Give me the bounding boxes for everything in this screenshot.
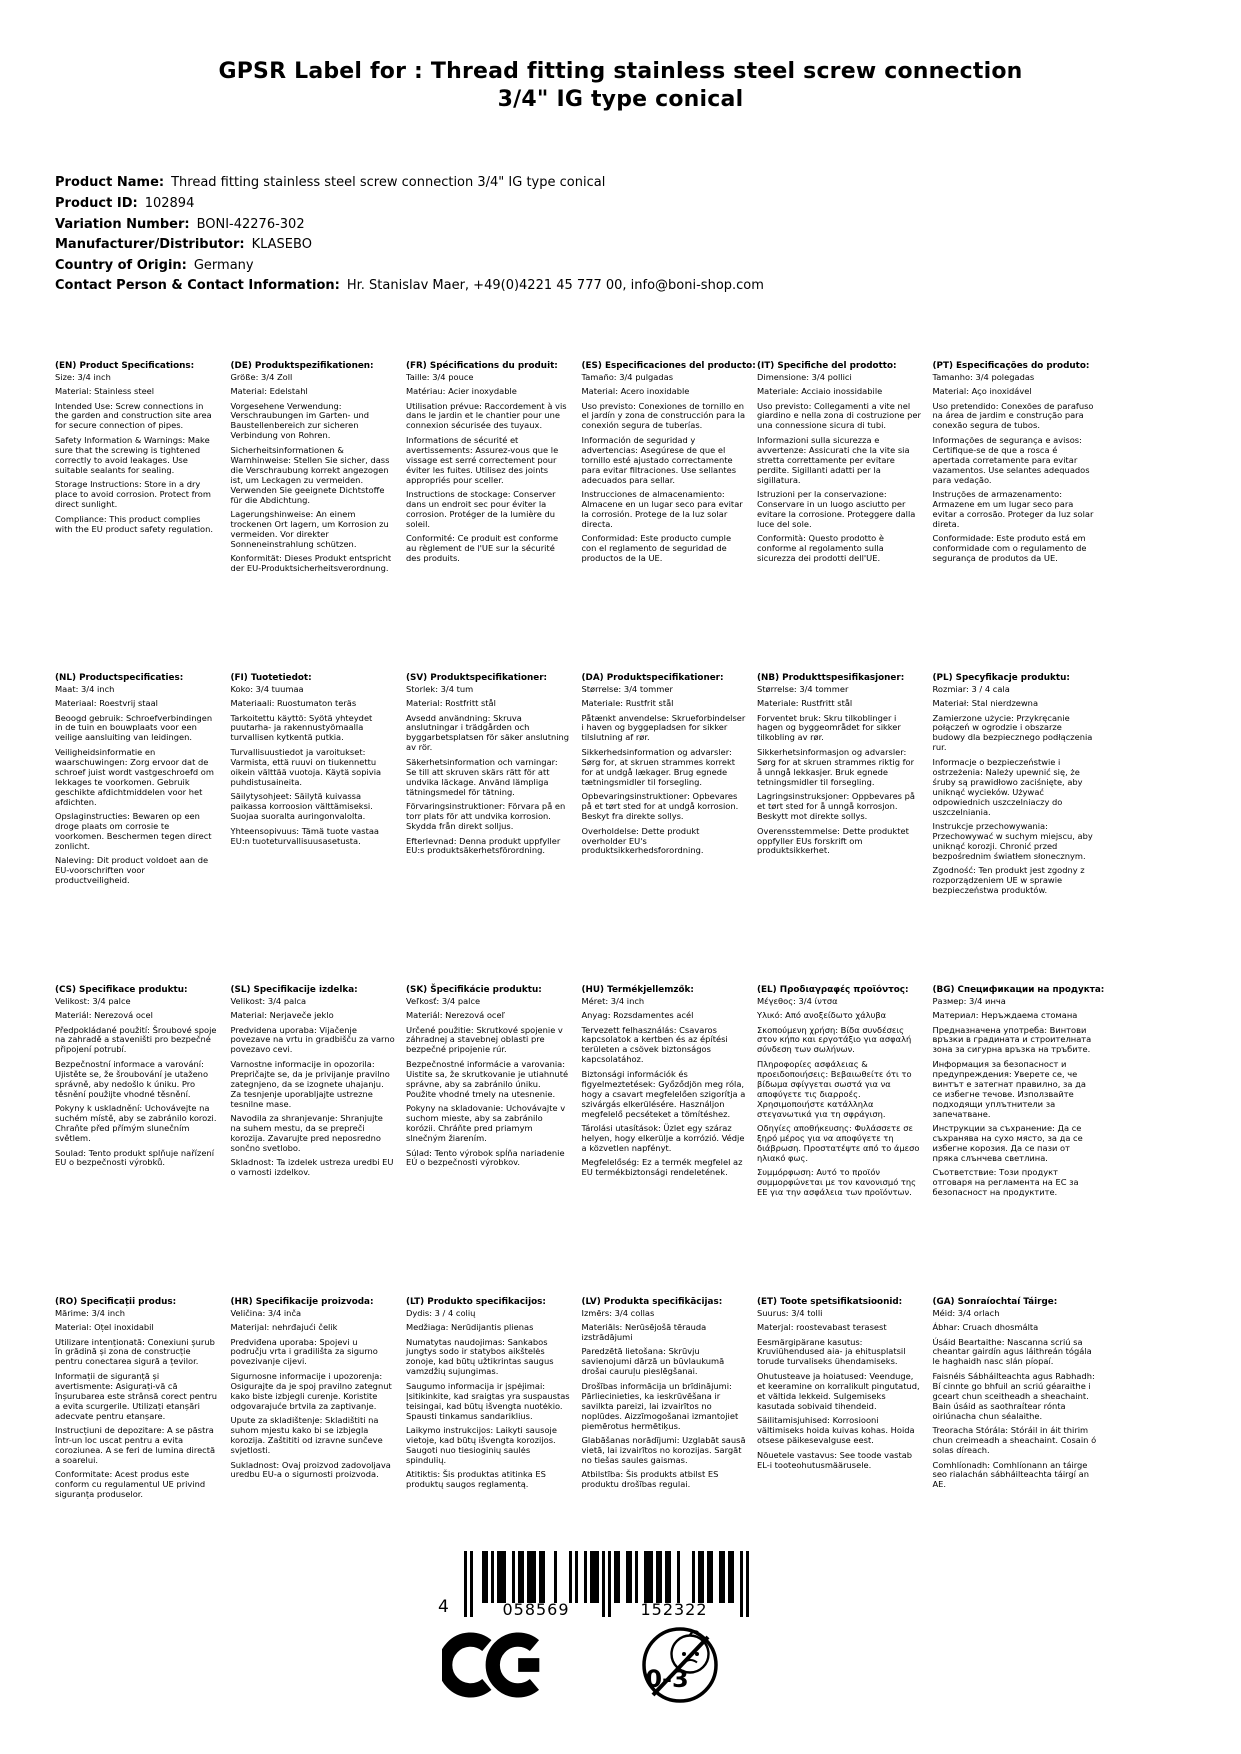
spec-paragraph: Navodila za shranjevanje: Shranjujte na suhem mestu, da se prepreči korozija. Zavarujte pred neposredno sončno svetlobo.: [230, 1113, 383, 1154]
spec-grid: [55, 360, 1105, 1505]
spec-paragraph: Méid: 3/4 orlach: [932, 1307, 1000, 1318]
ce-mark-icon: [442, 1632, 552, 1698]
spec-paragraph: Predviđena uporaba: Spojevi u području vrta i gradilišta za sigurno povezivanje cijevi.: [230, 1336, 378, 1367]
spec-block-el: [757, 985, 922, 1203]
spec-paragraph: Materiál: Nerezová oceľ: [406, 1010, 505, 1021]
spec-paragraph: Tervezett felhasználás: Csavaros kapcsolatok a kertben és az építési területen a csövek biztonságos kapcsolatához.: [581, 1024, 728, 1065]
spec-paragraph: Uso previsto: Conexiones de tornillo en el jardín y zona de construcción para la conexión segura de tuberías.: [581, 400, 746, 431]
spec-paragraph: Nõuetele vastavus: See toode vastab EL-i tooteohutusmäärusele.: [757, 1449, 913, 1470]
spec-paragraph: Koko: 3/4 tuumaa: [230, 683, 304, 694]
spec-block-fi: [231, 673, 396, 851]
spec-paragraph: Opbevaringsinstruktioner: Opbevares på et tørt sted for at undgå korrosion. Beskyt fra direkte sollys.: [581, 791, 739, 822]
spec-paragraph: Opslaginstructies: Bewaren op een droge plaats om corrosie te voorkomen. Beschermen tegen direct zonlicht.: [55, 811, 212, 851]
spec-block-sk: [406, 985, 571, 1173]
spec-paragraph: Glabāšanas norādījumi: Uzglabāt sausā vietā, lai izvairītos no korozijas. Sargāt no tiešas saules gaismas.: [581, 1435, 746, 1466]
spec-paragraph: Overensstemmelse: Dette produktet oppfyller EUs forskrift om produktsikkerhet.: [757, 825, 909, 856]
spec-paragraph: Informacje o bezpieczeństwie i ostrzeżenia: Należy upewnić się, że śruby są prawidłowo zaciśnięte, aby uniknąć wycieków. Używać odpowiednich uszczelniaczy do uszczelniania.: [932, 756, 1083, 817]
spec-paragraph: Pokyny k uskladnění: Uchovávejte na suchém místě, aby se zabránilo korozi. Chraňte před přímým slunečním světlem.: [55, 1103, 217, 1144]
spec-paragraph: Säkerhetsinformation och varningar: Se till att skruven skärs rätt för att undvika läckage. Använd lämpliga tätningsmedel för tätning.: [406, 756, 558, 797]
spec-paragraph: Material: Nerjaveče jeklo: [230, 1010, 334, 1021]
spec-paragraph: Material: Oțel inoxidabil: [55, 1322, 154, 1333]
spec-paragraph: Určené použitie: Skrutkové spojenie v záhradnej a stavebnej oblasti pre bezpečné pripojenie rúr.: [406, 1024, 563, 1055]
spec-block-pl: [933, 673, 1098, 901]
spec-block-heading: (PL) Specyfikacje produktu:: [932, 672, 1070, 683]
info-value: 102894: [144, 195, 195, 211]
spec-paragraph: Konformität: Dieses Produkt entspricht der EU-Produktsicherheitsverordnung.: [230, 553, 392, 574]
spec-paragraph: Size: 3/4 inch: [55, 371, 111, 382]
spec-paragraph: Materiál: Nerezová ocel: [55, 1010, 153, 1021]
spec-paragraph: Safety Information & Warnings: Make sure that the screwing is tightened correctly to avoid leakages. Use suitable sealants for sealing.: [55, 434, 210, 475]
spec-paragraph: Οδηγίες αποθήκευσης: Φυλάσσετε σε ξηρό μέρος για να αποφύγετε τη διάβρωση. Προστατέψτε από το άμεσο ηλιακό φως.: [757, 1123, 920, 1163]
spec-block-heading: (LV) Produkta specifikācijas:: [581, 1296, 723, 1307]
spec-paragraph: Инструкции за съхранение: Да се съхранява на сухо място, за да се избегне корозия. Да се пази от пряка слънчева светлина.: [932, 1123, 1083, 1163]
info-value: Hr. Stanislav Maer, +49(0)4221 45 777 00, info@boni-shop.com: [346, 278, 764, 294]
ean-barcode: [438, 1551, 749, 1619]
spec-paragraph: Σκοπούμενη χρήση: Βίδα συνδέσεις στον κήπο και εργοτάξιο για ασφαλή σύνδεση των σωλήνων.: [757, 1024, 912, 1055]
spec-paragraph: Instrukcje przechowywania: Przechowywać w suchym miejscu, aby uniknąć korozji. Chronić przed bezpośrednim światłem słonecznym.: [932, 821, 1093, 861]
spec-paragraph: Størrelse: 3/4 tommer: [581, 683, 673, 694]
spec-paragraph: Informations de sécurité et avertissements: Assurez-vous que le vissage est serré correctement pour éviter les fuites. Utilisez des joints appropriés pour sceller.: [406, 434, 559, 485]
spec-block-et: [757, 1297, 922, 1475]
spec-paragraph: Drošības informācija un brīdinājumi: Pārliecinieties, ka ieskrūvēšana ir savilkta pareizi, lai izvairītos no noplūdes. Aizzīmogošanai izmantojiet piemērotus hermētiķus.: [581, 1380, 739, 1431]
spec-paragraph: Bezpečnostné informácie a varovania: Uistite sa, že skrutkovanie je utiahnuté správne, aby sa zabránilo úniku. Použite vhodné tmely na utesnenie.: [406, 1058, 569, 1099]
spec-block-heading: (SV) Produktspecifikationer:: [406, 672, 548, 683]
spec-block-sl: [231, 985, 396, 1183]
spec-block-nb: [757, 673, 922, 861]
spec-paragraph: Laikymo instrukcijos: Laikyti sausoje vietoje, kad būtų išvengta korozijos. Saugoti nuo tiesioginių saulės spindulių.: [406, 1425, 557, 1466]
page-title-line2: 3/4" IG type conical: [497, 86, 744, 112]
spec-paragraph: Material: Acero inoxidable: [581, 386, 690, 397]
spec-paragraph: Sigurnosne informacije i upozorenja: Osigurajte da je spoj pravilno zategnut kako biste izbjegli curenje. Koristite odgovarajuće brtvila za zaptivanje.: [230, 1370, 392, 1411]
spec-paragraph: Tarkoitettu käyttö: Syötä yhteydet puutarha- ja rakennustyömaalla turvallisen kytkentä putkia.: [230, 712, 373, 743]
product-info-row: [55, 173, 1186, 194]
spec-paragraph: Påtænkt anvendelse: Skrueforbindelser i haven og byggepladsen for sikker tilslutning af rør.: [581, 712, 746, 743]
spec-block-heading: (ET) Toote spetsifikatsioonid:: [757, 1296, 903, 1307]
spec-paragraph: Conformidad: Este producto cumple con el reglamento de seguridad de productos de la UE.: [581, 533, 732, 564]
info-label: Product ID:: [55, 195, 138, 211]
spec-block-heading: (PT) Especificações do produto:: [932, 360, 1090, 371]
spec-paragraph: Materiāls: Nerūsējošā tērauda izstrādājumi: [581, 1322, 707, 1343]
spec-paragraph: Materiaal: Roestvrij staal: [55, 698, 158, 709]
product-info-row: [55, 256, 1186, 277]
spec-paragraph: Upute za skladištenje: Skladištiti na suhom mjestu kako bi se izbjegla korozija. Zaštititi od izravne sunčeve svjetlosti.: [230, 1415, 383, 1456]
spec-block-da: [582, 673, 747, 861]
product-info-row: [55, 194, 1186, 215]
spec-block-lt: [406, 1297, 571, 1495]
spec-paragraph: Suurus: 3/4 tolli: [757, 1307, 823, 1318]
spec-paragraph: Информация за безопасност и предупреждения: Уверете се, че винтът е затегнат правилно, за да се избегне течове. Използвайте подходящи уплътнители за запечатване.: [932, 1058, 1086, 1119]
spec-block-heading: (SK) Špecifikácie produktu:: [406, 984, 542, 995]
spec-paragraph: Faisnéis Sábháilteachta agus Rabhadh: Bí cinnte go bhfuil an scriú géaraithe i gceart chun sceitheadh a sheachaint. Bain úsáid as saothraítear rónta oiriúnacha chun séalaithe.: [932, 1370, 1095, 1421]
spec-paragraph: Sikkerhedsinformation og advarsler: Sørg for, at skruen strammes korrekt for at undgå lækager. Brug egnede tætningsmidler til forsegling.: [581, 746, 736, 787]
info-value: Thread fitting stainless steel screw connection 3/4" IG type conical: [171, 175, 606, 191]
spec-paragraph: Utilizare intenționată: Conexiuni șurub în grădină și zona de construcție pentru conectarea sigură a țevilor.: [55, 1336, 215, 1367]
spec-paragraph: Ohutusteave ja hoiatused: Veenduge, et keeramine on korralikult pingutatud, et vältida lekkeid. Sulgemiseks kasutada sobivaid tihendeid.: [757, 1370, 920, 1411]
spec-paragraph: Säilytysohjeet: Säilytä kuivassa paikassa korroosion välttämiseksi. Suojaa suoralta auringonvalolta.: [230, 791, 373, 822]
spec-paragraph: Materiał: Stal nierdzewna: [932, 698, 1039, 709]
spec-block-heading: (ES) Especificaciones del producto:: [581, 360, 756, 371]
spec-paragraph: Forventet bruk: Skru tilkoblinger i hagen og byggeområdet for sikker tilkobling av rør.: [757, 712, 901, 743]
spec-paragraph: Matériau: Acier inoxydable: [406, 386, 517, 397]
spec-paragraph: Soulad: Tento produkt splňuje nařízení EU o bezpečnosti výrobků.: [55, 1147, 215, 1168]
conformity-marks: [442, 1625, 720, 1705]
spec-block-heading: (LT) Produkto specifikacijos:: [406, 1296, 546, 1307]
spec-paragraph: Velikost: 3/4 palce: [55, 995, 131, 1006]
spec-paragraph: Beoogd gebruik: Schroefverbindingen in de tuin en bouwplaats voor een veilige aansluiting van leidingen.: [55, 712, 213, 743]
spec-paragraph: Conformité: Ce produit est conforme au règlement de l'UE sur la sécurité des produits.: [406, 533, 559, 564]
spec-paragraph: Saugumo informacija ir įspėjimai: Įsitikinkite, kad sraigtas yra suspaustas teisingai, kad būtų išvengta nuotėkio. Spausti tinkamus sandariklius.: [406, 1380, 570, 1421]
spec-paragraph: Material: Edelstahl: [230, 386, 308, 397]
spec-block-heading: (IT) Specifiche del prodotto:: [757, 360, 897, 371]
spec-paragraph: Maat: 3/4 inch: [55, 683, 115, 694]
spec-block-heading: (EN) Product Specifications:: [55, 360, 195, 371]
spec-paragraph: Zamierzone użycie: Przykręcanie połączeń w ogrodzie i obszarze budowy dla bezpiecznego podłączenia rur.: [932, 712, 1093, 753]
spec-paragraph: Съответствие: Този продукт отговаря на регламента на ЕС за безопасност на продуктите.: [932, 1167, 1079, 1198]
spec-block-heading: (FR) Spécifications du produit:: [406, 360, 558, 371]
spec-block-de: [231, 361, 396, 579]
spec-paragraph: Medžiaga: Nerūdijantis plienas: [406, 1322, 534, 1333]
spec-paragraph: Comhlíonadh: Comhlíonann an táirge seo rialachán sábháilteachta táirgí an AE.: [932, 1459, 1089, 1490]
product-info-row: [55, 215, 1186, 236]
spec-paragraph: Numatytas naudojimas: Sankabos jungtys sodo ir statybos aikštelės zonoje, kad būtų užtikrintas saugus vamzdžių sujungimas.: [406, 1336, 554, 1377]
product-info-row: [55, 276, 1186, 297]
info-label: Contact Person & Contact Information:: [55, 278, 340, 294]
barcode-group2: 152322: [640, 1599, 708, 1619]
spec-paragraph: Storage Instructions: Store in a dry place to avoid corrosion. Protect from direct sunlight.: [55, 479, 211, 510]
spec-block-heading: (GA) Sonraíochtaí Táirge:: [932, 1296, 1058, 1307]
spec-paragraph: Ábhar: Cruach dhosmálta: [932, 1322, 1039, 1333]
spec-block-bg: [932, 984, 1105, 1203]
spec-paragraph: Súlad: Tento výrobok spĺňa nariadenie EÚ o bezpečnosti výrobkov.: [406, 1147, 565, 1168]
spec-paragraph: Skladnost: Ta izdelek ustreza uredbi EU o varnosti izdelkov.: [230, 1157, 394, 1178]
spec-block-it: [757, 361, 922, 569]
spec-paragraph: Sicherheitsinformationen & Warnhinweise: Stellen Sie sicher, dass die Verschraubung korrekt angezogen ist, um Leckagen zu vermeiden. Verwenden Sie geeignete Dichtstoffe für die Abdichtung.: [230, 444, 390, 505]
spec-paragraph: Material: Rostfritt stål: [406, 698, 496, 709]
info-label: Manufacturer/Distributor:: [55, 237, 245, 253]
spec-paragraph: Pokyny na skladovanie: Uchovávajte v suchom mieste, aby sa zabránilo korózii. Chráňte pred priamym slnečným žiarením.: [406, 1103, 566, 1144]
spec-block-heading: (HU) Termékjellemzők:: [581, 984, 694, 995]
spec-paragraph: Tárolási utasítások: Üzlet egy száraz helyen, hogy elkerülje a korrózió. Védje a közvetlen napfényt.: [581, 1123, 745, 1154]
spec-block-heading: (FI) Tuotetiedot:: [230, 672, 312, 683]
spec-block-pt: [933, 361, 1098, 569]
spec-paragraph: Veľkosť: 3/4 palce: [406, 995, 481, 1006]
spec-paragraph: Instructions de stockage: Conserver dans un endroit sec pour éviter la corrosion. Protéger de la lumière du soleil.: [406, 489, 556, 530]
spec-block-heading: (BG) Спецификации на продукта:: [932, 984, 1105, 995]
spec-paragraph: Förvaringsinstruktioner: Förvara på en torr plats för att undvika korrosion. Skydda från direkt solljus.: [406, 801, 566, 832]
spec-paragraph: Instrucciones de almacenamiento: Almacene en un lugar seco para evitar la corrosión. Protege de la luz solar directa.: [581, 489, 743, 530]
spec-paragraph: Informações de segurança e avisos: Certifique-se de que a rosca é apertada corretamente para evitar vazamentos. Use selantes adequados para vedação.: [932, 434, 1090, 485]
spec-paragraph: Material: Stainless steel: [55, 386, 155, 397]
info-label: Country of Origin:: [55, 257, 187, 273]
spec-paragraph: Informazioni sulla sicurezza e avvertenze: Assicurati che la vite sia stretta correttamente per evitare perdite. Sigillanti adatti per la sigillatura.: [757, 434, 910, 485]
spec-paragraph: Uso pretendido: Conexões de parafuso na área de jardim e construção para conexão segura de tubos.: [932, 400, 1094, 431]
spec-paragraph: Materiale: Acciaio inossidabile: [757, 386, 883, 397]
spec-paragraph: Utilisation prévue: Raccordement à vis dans le jardin et le chantier pour une connexion sécurisée des tuyaux.: [406, 400, 567, 431]
spec-paragraph: Dimensione: 3/4 pollici: [757, 371, 852, 382]
spec-block-heading: (DE) Produktspezifikationen:: [230, 360, 374, 371]
info-value: KLASEBO: [251, 237, 312, 253]
spec-paragraph: Lagerungshinweise: An einem trockenen Ort lagern, um Korrosion zu vermeiden. Vor direkter Sonneneinstrahlung schützen.: [230, 509, 389, 549]
spec-paragraph: Predvidena uporaba: Vijačenje povezave na vrtu in gradbišču za varno povezavo cevi.: [230, 1024, 395, 1055]
spec-block-heading: (NB) Produkttspesifikasjoner:: [757, 672, 905, 683]
spec-paragraph: Veiligheidsinformatie en waarschuwingen: Zorg ervoor dat de schroef juist wordt vastgeschroefd om lekkages te voorkomen. Gebruik geschikte afdichtmiddelen voor het afdichten.: [55, 746, 214, 807]
spec-paragraph: Materiale: Rustfrit stål: [581, 698, 674, 709]
spec-paragraph: Istruzioni per la conservazione: Conservare in un luogo asciutto per evitare la corrosione. Proteggere dalla luce del sole.: [757, 489, 916, 530]
age-warning-label: 0-3: [644, 1664, 689, 1693]
spec-paragraph: Zgodność: Ten produkt jest zgodny z rozporządzeniem UE w sprawie bezpieczeństwa produktów.: [932, 865, 1085, 896]
barcode-section: [55, 1551, 1186, 1705]
spec-paragraph: Materijal: nehrđajući čelik: [230, 1322, 338, 1333]
spec-paragraph: Naleving: Dit product voldoet aan de EU-voorschriften voor productveiligheid.: [55, 855, 209, 886]
spec-paragraph: Størrelse: 3/4 tommer: [757, 683, 849, 694]
spec-paragraph: Úsáid Beartaithe: Nascanna scriú sa cheantar gairdín agus láithreán tógála le haghaidh nasc slán píopaí.: [932, 1336, 1092, 1367]
spec-block-cs: [55, 985, 220, 1173]
spec-paragraph: Συμμόρφωση: Αυτό το προϊόν συμμορφώνεται με τον κανονισμό της ΕΕ για την ασφάλεια των προϊόντων.: [757, 1167, 917, 1198]
product-info: [55, 173, 1186, 296]
info-label: Product Name:: [55, 175, 165, 191]
spec-paragraph: Instrucțiuni de depozitare: A se păstra într-un loc uscat pentru a evita coroziunea. A se feri de lumina directă a soarelui.: [55, 1425, 216, 1466]
spec-paragraph: Megfelelőség: Ez a termék megfelel az EU termékbiztonsági rendeletének.: [581, 1157, 743, 1178]
spec-paragraph: Uso previsto: Collegamenti a vite nel giardino e nella zona di costruzione per una connessione sicura di tubi.: [757, 400, 921, 431]
page-title-line1: GPSR Label for : Thread fitting stainless steel screw connection: [218, 59, 1023, 84]
spec-paragraph: Mărime: 3/4 inch: [55, 1307, 125, 1318]
spec-block-heading: (EL) Προδιαγραφές προϊόντος:: [757, 984, 909, 995]
spec-block-fr: [406, 361, 571, 569]
spec-paragraph: Paredzētā lietošana: Skrūvju savienojumi dārzā un būvlaukumā drošai cauruļu pieslēgšanai.: [581, 1346, 725, 1377]
spec-paragraph: Υλικό: Από ανοξείδωτο χάλυβα: [757, 1010, 887, 1021]
spec-paragraph: Veličina: 3/4 inča: [230, 1307, 302, 1318]
spec-block-heading: (RO) Specificații produs:: [55, 1296, 177, 1307]
info-value: BONI-42276-302: [196, 216, 305, 232]
spec-paragraph: Πληροφορίες ασφάλειας & προειδοποιήσεις: Βεβαιωθείτε ότι το βίδωμα σφίγγεται σωστά για να αποφύγετε τις διαρροές. Χρησιμοποιήστε κατάλληλα στεγανωτικά για τη σφράγιση.: [757, 1058, 912, 1119]
spec-paragraph: Varnostne informacije in opozorila: Prepričajte se, da je privijanje pravilno zategnjeno, da se izognete uhajanju. Za tesnjenje uporabljajte ustrezne tesnilne mase.: [230, 1058, 390, 1109]
spec-paragraph: Taille: 3/4 pouce: [406, 371, 474, 382]
spec-paragraph: Sikkerhetsinformasjon og advarsler: Sørg for at skruen strammes riktig for å unngå lekkasjer. Bruk egnede tetningsmidler til forsegling.: [757, 746, 915, 787]
spec-paragraph: Conformità: Questo prodotto è conforme al regolamento sulla sicurezza dei prodotti dell'UE.: [757, 533, 884, 564]
spec-block-heading: (HR) Specifikacije proizvoda:: [230, 1296, 374, 1307]
spec-paragraph: Conformitate: Acest produs este conform cu regulamentul UE privind siguranța produselor.: [55, 1469, 206, 1500]
spec-paragraph: Biztonsági információk és figyelmeztetések: Győződjön meg róla, hogy a csavart megfelelően szigorítja a szivárgás elkerülésére. Használjon megfelelő pecséteket a tömítéshez.: [581, 1068, 746, 1119]
spec-paragraph: Předpokládané použití: Šroubové spoje na zahradě a staveništi pro bezpečné připojení potrubí.: [55, 1024, 217, 1055]
spec-block-sv: [406, 673, 571, 861]
spec-block-en: [55, 361, 220, 539]
spec-paragraph: Yhteensopivuus: Tämä tuote vastaa EU:n tuoteturvallisuusasetusta.: [230, 825, 380, 846]
barcode-lead-digit: 4: [438, 1596, 449, 1617]
spec-paragraph: Eesmärgipärane kasutus: Kruviühendused aia- ja ehitusplatsil torude turvaliseks ühendamiseks.: [757, 1336, 906, 1367]
spec-paragraph: Материал: Неръждаема стомана: [932, 1010, 1078, 1021]
spec-paragraph: Anyag: Rozsdamentes acél: [581, 1010, 694, 1021]
page-title: [85, 58, 1156, 113]
spec-block-heading: (DA) Produktspecifikationer:: [581, 672, 724, 683]
spec-paragraph: Dydis: 3 / 4 colių: [406, 1307, 476, 1318]
spec-block-es: [581, 360, 756, 569]
spec-paragraph: Sukladnost: Ovaj proizvod zadovoljava uredbu EU-a o sigurnosti proizvoda.: [230, 1459, 391, 1480]
spec-paragraph: Avsedd användning: Skruva anslutningar i trädgården och byggarbetsplatsen för säker anslutning av rör.: [406, 712, 570, 753]
spec-block-hr: [231, 1297, 396, 1485]
product-info-row: [55, 235, 1186, 256]
spec-block-heading: (NL) Productspecificaties:: [55, 672, 184, 683]
spec-paragraph: Turvallisuustiedot ja varoitukset: Varmista, että ruuvi on tiukennettu oikein välttää vuotoja. Käytä sopivia puhdistusaineita.: [230, 746, 382, 787]
spec-paragraph: Vorgesehene Verwendung: Verschraubungen im Garten- und Baustellenbereich zur sicheren Verbindung von Rohren.: [230, 400, 369, 441]
spec-paragraph: Предназначена употреба: Винтови връзки в градината и строителната зона за сигурна връзка на тръбите.: [932, 1024, 1092, 1055]
info-label: Variation Number:: [55, 216, 190, 232]
spec-paragraph: Informații de siguranță și avertismente: Asigurați-vă că înșurubarea este strânsă corect pentru a evita scurgerile. Utilizați etanșări adecvate pentru etanșare.: [55, 1370, 217, 1421]
spec-paragraph: Tamanho: 3/4 polegadas: [932, 371, 1035, 382]
spec-paragraph: Rozmiar: 3 / 4 cala: [932, 683, 1010, 694]
spec-paragraph: Conformidade: Este produto está em conformidade com o regulamento de segurança de produtos da UE.: [932, 533, 1087, 564]
spec-block-ga: [933, 1297, 1098, 1495]
age-warning-0-3-icon: [640, 1625, 720, 1705]
spec-paragraph: Izmērs: 3/4 collas: [581, 1307, 655, 1318]
spec-paragraph: Compliance: This product complies with the EU product safety regulation.: [55, 513, 214, 534]
spec-paragraph: Instruções de armazenamento: Armazene em um lugar seco para evitar a corrosão. Proteger da luz solar direta.: [932, 489, 1094, 530]
spec-paragraph: Atbilstība: Šis produkts atbilst ES produktu drošības regulai.: [581, 1469, 719, 1490]
spec-paragraph: Méret: 3/4 inch: [581, 995, 645, 1006]
spec-paragraph: Treoracha Stórála: Stóráil in áit thirim chun creimeadh a sheachaint. Cosain ó solas díreach.: [932, 1425, 1097, 1456]
spec-paragraph: Materjal: roostevabast terasest: [757, 1322, 887, 1333]
spec-block-lv: [582, 1297, 747, 1495]
spec-paragraph: Material: Aço inoxidável: [932, 386, 1032, 397]
spec-paragraph: Atitiktis: Šis produktas atitinka ES produktų saugos reglamentą.: [406, 1469, 546, 1490]
spec-paragraph: Säilitamisjuhised: Korrosiooni vältimiseks hoida kuivas kohas. Hoida otsese päikesevalguse eest.: [757, 1415, 915, 1446]
spec-paragraph: Materiaali: Ruostumaton teräs: [230, 698, 357, 709]
spec-paragraph: Размер: 3/4 инча: [932, 995, 1006, 1006]
spec-paragraph: Tamaño: 3/4 pulgadas: [581, 371, 674, 382]
spec-paragraph: Storlek: 3/4 tum: [406, 683, 474, 694]
spec-paragraph: Lagringsinstruksjoner: Oppbevares på et tørt sted for å unngå korrosjon. Beskytt mot direkte sollys.: [757, 791, 915, 822]
spec-block-hu: [582, 985, 747, 1183]
spec-paragraph: Información de seguridad y advertencias: Asegúrese de que el tornillo esté ajustado correctamente para evitar filtraciones. Use sellantes adecuados para sellar.: [581, 434, 737, 485]
spec-paragraph: Μέγεθος: 3/4 ίντσα: [757, 995, 838, 1006]
spec-block-nl: [55, 673, 220, 891]
spec-paragraph: Intended Use: Screw connections in the garden and construction site area for secure connection of pipes.: [55, 400, 212, 431]
spec-paragraph: Overholdelse: Dette produkt overholder EU's produktsikkerhedsforordning.: [581, 825, 704, 856]
barcode-group1: 058569: [502, 1599, 570, 1619]
info-value: Germany: [193, 257, 254, 273]
spec-paragraph: Bezpečnostní informace a varování: Ujistěte se, že šroubování je utaženo správně, aby nedošlo k úniku. Pro těsnění použijte vhodné těsnění.: [55, 1058, 209, 1099]
spec-paragraph: Efterlevnad: Denna produkt uppfyller EU:s produktsäkerhetsförordning.: [406, 835, 561, 856]
spec-paragraph: Velikost: 3/4 palca: [230, 995, 307, 1006]
spec-paragraph: Größe: 3/4 Zoll: [230, 371, 293, 382]
spec-block-heading: (SL) Specifikacije izdelka:: [230, 984, 358, 995]
spec-block-heading: (CS) Specifikace produktu:: [55, 984, 188, 995]
spec-paragraph: Materiale: Rustfritt stål: [757, 698, 853, 709]
spec-block-ro: [55, 1297, 220, 1505]
